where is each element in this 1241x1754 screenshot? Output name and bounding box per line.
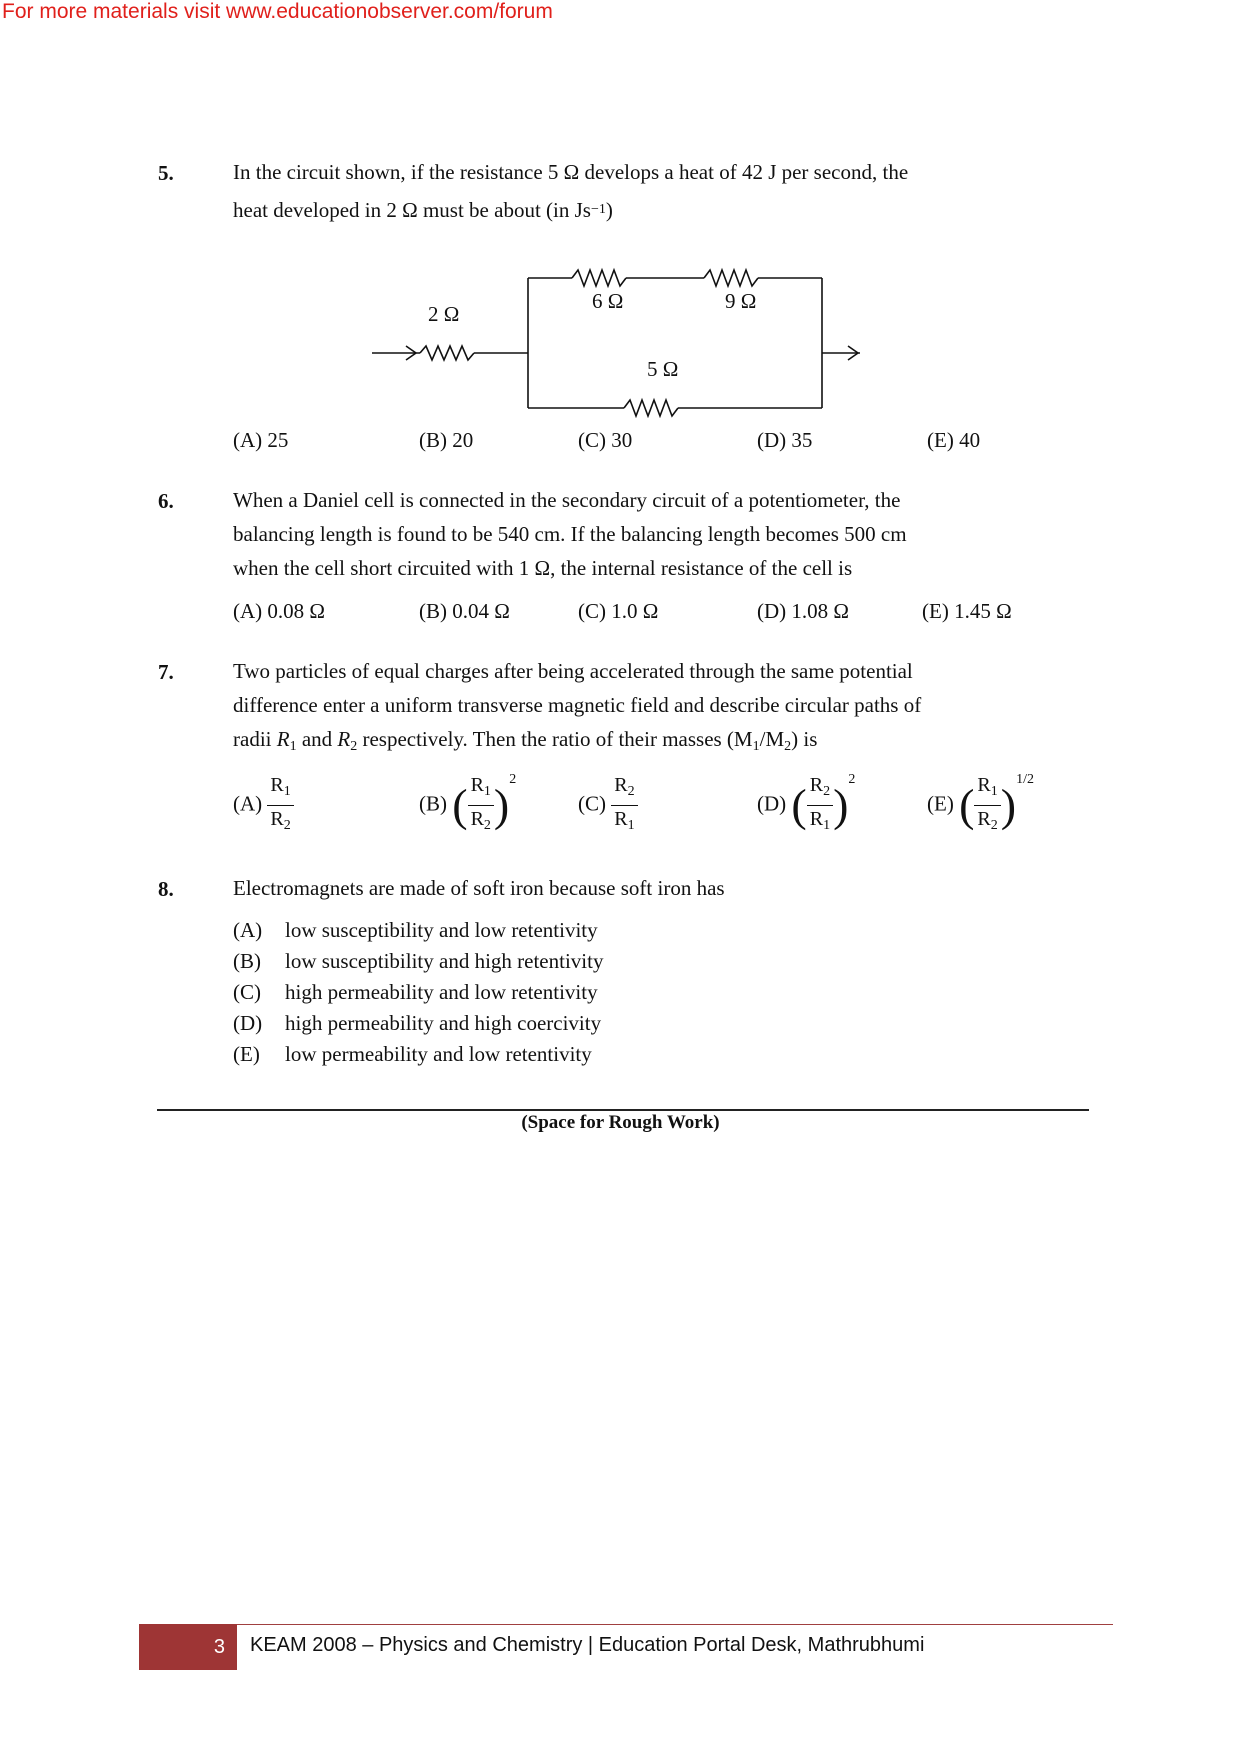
option: (B) 0.04 Ω (419, 599, 510, 623)
option-label: (B) (233, 949, 261, 973)
option-text: low permeability and low retentivity (285, 1042, 592, 1066)
option: (B) 20 (419, 428, 474, 452)
option: (C) 1.0 Ω (578, 599, 659, 623)
option: (B) ( $\frac{R_1}{R_2}$ )$^2$ (419, 772, 517, 833)
question-text: when the cell short circuited with 1 Ω, the internal resistance of the cell is (233, 556, 853, 580)
option: (E) 40 (927, 428, 981, 452)
option: (A) 25 (233, 428, 289, 452)
option-text: low susceptibility and high retentivity (285, 949, 604, 973)
question-number: 7. (158, 660, 174, 684)
option: (E) 1.45 Ω (922, 599, 1012, 623)
question-text: In the circuit shown, if the resistance 5 Ω develops a heat of 42 J per second, the (233, 160, 909, 184)
question-text: Two particles of equal charges after being accelerated through the same potential (233, 659, 913, 683)
option: (E) ( $\frac{R_1}{R_2}$ )$^{1/2}$ (927, 772, 1034, 833)
option-label: (C) (233, 980, 261, 1004)
resistor-label: 5 Ω (647, 357, 679, 381)
option-text: high permeability and high coercivity (285, 1011, 602, 1035)
question-text: balancing length is found to be 540 cm. If the balancing length becomes 500 cm (233, 522, 907, 546)
question-number: 5. (158, 161, 174, 185)
option: (A) $\frac{R_1}{R_2}$ (233, 772, 294, 839)
option: (D) 35 (757, 428, 813, 452)
option-label: (A) (233, 918, 263, 942)
footer-divider (237, 1624, 1113, 1625)
option: (C) 30 (578, 428, 633, 452)
question-text: difference enter a uniform transverse magnetic field and describe circular paths of (233, 693, 922, 717)
page-number: 3 (213, 1636, 225, 1658)
question-text: Electromagnets are made of soft iron because soft iron has (233, 876, 725, 900)
option: (A) 0.08 Ω (233, 599, 326, 623)
resistor-label: 9 Ω (725, 289, 757, 313)
option: (C) $\frac{R_2}{R_1}$ (578, 772, 638, 839)
footer-text: KEAM 2008 – Physics and Chemistry | Education Portal Desk, Mathrubhumi (250, 1634, 925, 1656)
question-text: When a Daniel cell is connected in the secondary circuit of a potentiometer, the (233, 488, 901, 512)
question-text: heat developed in 2 Ω must be about (in $Js^{-1}$) (233, 198, 613, 222)
option: (D) 1.08 Ω (757, 599, 850, 623)
question-number: 6. (158, 489, 174, 513)
question-text: radii $R_1$ and $R_2$ respectively. Then the ratio of their masses $(M_1/M_2)$ is (233, 727, 818, 754)
option-text: high permeability and low retentivity (285, 980, 598, 1004)
option-text: low susceptibility and low retentivity (285, 918, 598, 942)
option-label: (E) (233, 1042, 260, 1066)
option-label: (D) (233, 1011, 263, 1035)
circuit-diagram (360, 258, 880, 418)
question-number: 8. (158, 877, 174, 901)
header-link[interactable]: For more materials visit www.educationobserver.com/forum (2, 0, 553, 23)
divider (157, 1109, 1089, 1111)
option: (D) ( $\frac{R_2}{R_1}$ )$^2$ (757, 772, 856, 833)
resistor-label: 2 Ω (428, 302, 460, 326)
resistor-label: 6 Ω (592, 289, 624, 313)
rough-work-label: (Space for Rough Work) (521, 1112, 720, 1133)
